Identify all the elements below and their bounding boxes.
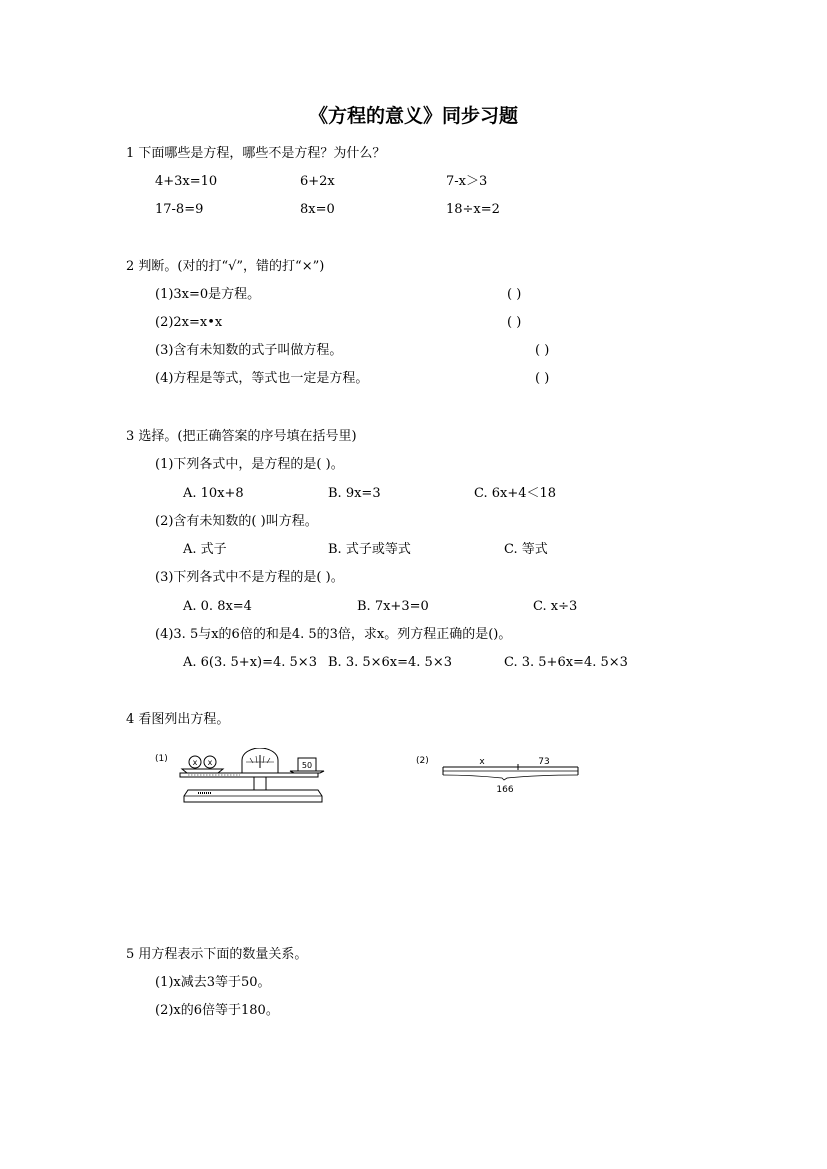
q2-answer-blank[interactable]: ( ) bbox=[507, 287, 522, 302]
q3-question: (3)下列各式中不是方程的是( )。 bbox=[155, 570, 344, 585]
balance-scale-figure bbox=[150, 748, 330, 808]
weight-x-label: x bbox=[207, 758, 213, 767]
q4-heading: 4 看图列出方程。 bbox=[126, 712, 230, 727]
figure-1-label: (1) bbox=[155, 754, 168, 764]
q2-statement: (2)2x=x•x bbox=[155, 315, 223, 330]
q3-option[interactable]: A. 6(3. 5+x)=4. 5×3 bbox=[183, 655, 317, 670]
page-title: 《方程的意义》同步习题 bbox=[308, 105, 518, 127]
q1-item: 7-x＞3 bbox=[446, 174, 488, 189]
q3-option[interactable]: B. 7x+3=0 bbox=[357, 599, 429, 614]
q5-item: (2)x的6倍等于180。 bbox=[155, 1003, 279, 1018]
scale-pillar bbox=[254, 777, 266, 791]
q1-item: 4+3x=10 bbox=[155, 174, 218, 189]
q3-option[interactable]: A. 0. 8x=4 bbox=[183, 599, 252, 614]
line-segment-figure bbox=[412, 752, 584, 797]
segment-x-label: x bbox=[479, 757, 485, 767]
q1-item: 17-8=9 bbox=[155, 202, 204, 217]
left-pan bbox=[182, 769, 223, 773]
q2-answer-blank[interactable]: ( ) bbox=[535, 371, 550, 386]
q1-item: 8x=0 bbox=[300, 202, 335, 217]
q3-question: (1)下列各式中，是方程的是( )。 bbox=[155, 457, 344, 472]
q5-item: (1)x减去3等于50。 bbox=[155, 975, 271, 990]
weight-50-label: 50 bbox=[301, 761, 313, 770]
right-pan bbox=[290, 771, 324, 773]
q3-question: (2)含有未知数的( )叫方程。 bbox=[155, 514, 318, 529]
q3-option[interactable]: B. 式子或等式 bbox=[328, 542, 411, 557]
figure-2-label: (2) bbox=[416, 756, 429, 766]
q3-question: (4)3. 5与x的6倍的和是4. 5的3倍，求x。列方程正确的是()。 bbox=[155, 627, 512, 642]
q3-option[interactable]: A. 10x+8 bbox=[183, 486, 244, 501]
q3-option[interactable]: C. 等式 bbox=[504, 542, 548, 557]
q2-answer-blank[interactable]: ( ) bbox=[535, 343, 550, 358]
q2-statement: (3)含有未知数的式子叫做方程。 bbox=[155, 343, 343, 358]
total-label: 166 bbox=[496, 785, 514, 795]
q2-answer-blank[interactable]: ( ) bbox=[507, 315, 522, 330]
q2-statement: (4)方程是等式，等式也一定是方程。 bbox=[155, 371, 369, 386]
q3-option[interactable]: C. x÷3 bbox=[533, 599, 578, 614]
q2-statement: (1)3x=0是方程。 bbox=[155, 287, 261, 302]
q3-option[interactable]: C. 3. 5+6x=4. 5×3 bbox=[504, 655, 628, 670]
q3-option[interactable]: C. 6x+4＜18 bbox=[474, 486, 557, 501]
segment-73-label: 73 bbox=[538, 757, 550, 767]
q3-heading: 3 选择。(把正确答案的序号填在括号里) bbox=[126, 429, 357, 444]
q3-option[interactable]: B. 9x=3 bbox=[328, 486, 381, 501]
q2-heading: 2 判断。(对的打“√”，错的打“×”) bbox=[126, 259, 325, 274]
q1-heading: 1 下面哪些是方程，哪些不是方程？为什么？ bbox=[126, 146, 386, 161]
total-brace bbox=[443, 775, 578, 780]
weight-x-label: x bbox=[192, 758, 198, 767]
q1-item: 6+2x bbox=[300, 174, 335, 189]
q5-heading: 5 用方程表示下面的数量关系。 bbox=[126, 947, 308, 962]
q3-option[interactable]: B. 3. 5×6x=4. 5×3 bbox=[328, 655, 452, 670]
q1-item: 18÷x=2 bbox=[446, 202, 500, 217]
q3-option[interactable]: A. 式子 bbox=[183, 542, 227, 557]
